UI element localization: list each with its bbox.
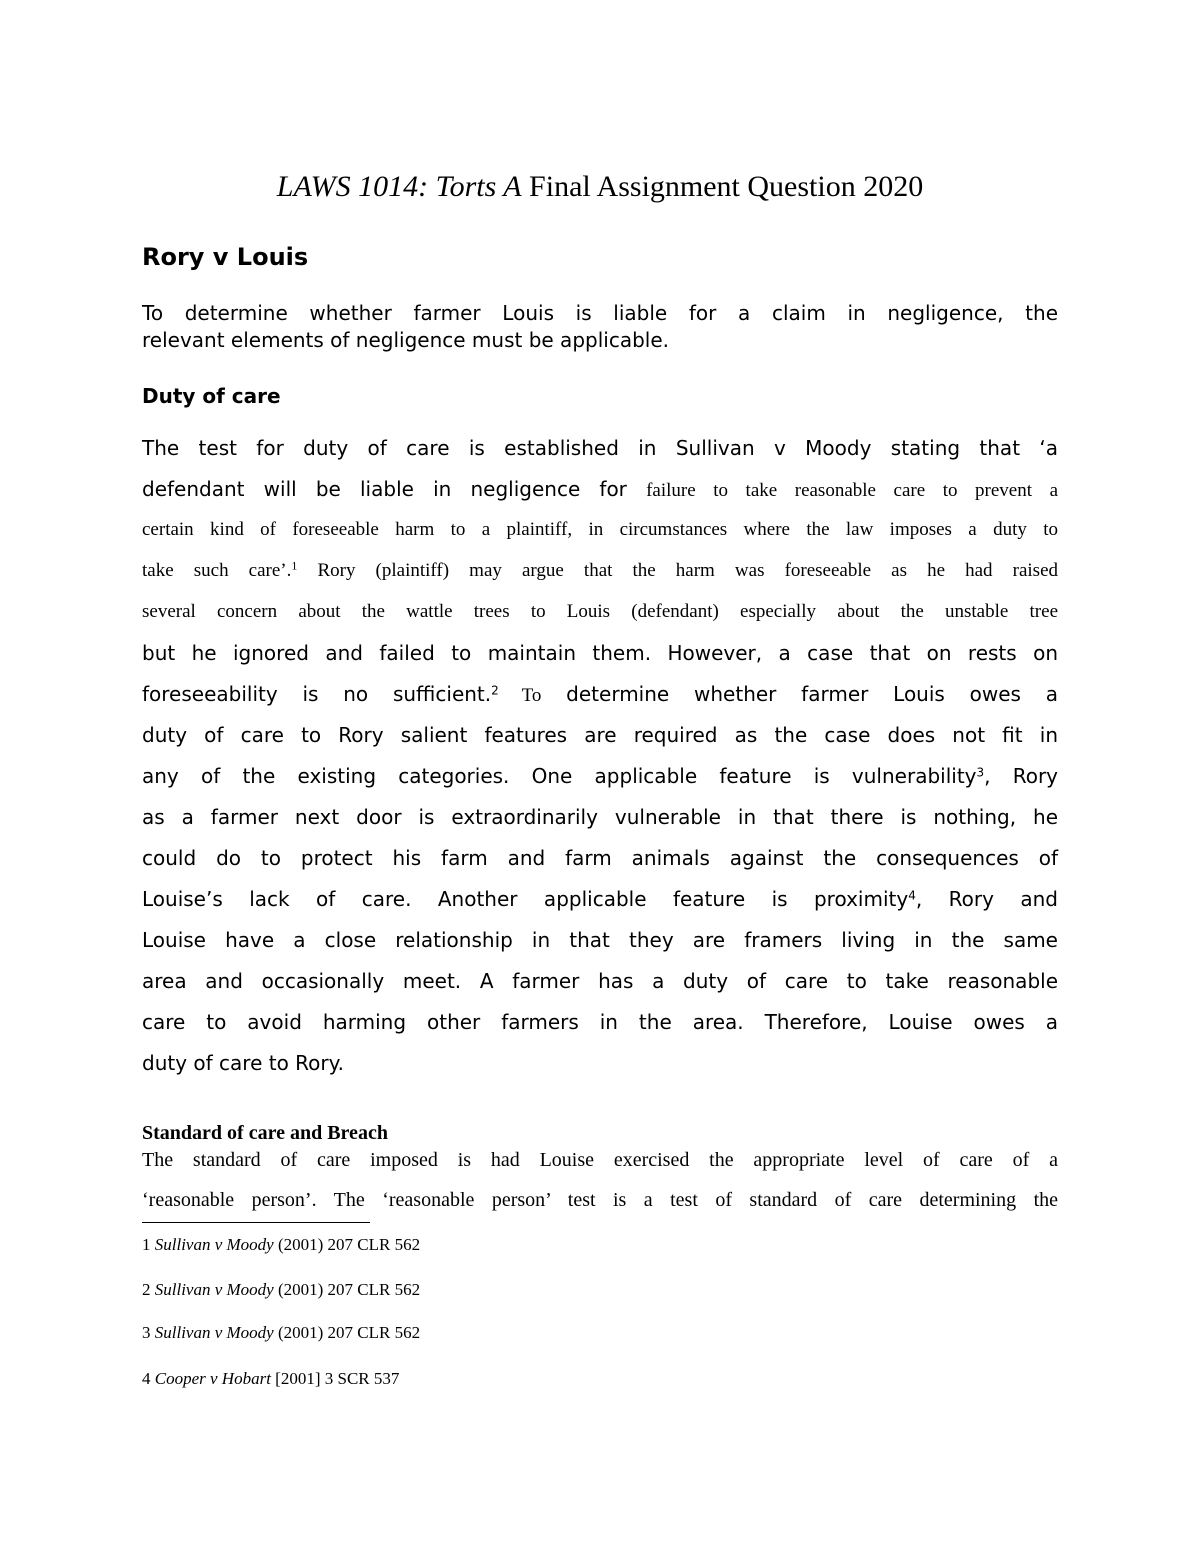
text-run: failure to take reasonable care to prevent a <box>646 480 1058 501</box>
footnote-1 <box>142 1235 420 1255</box>
paragraph-line <box>142 807 1058 828</box>
text-run: duty of care to Rory salient features are required as the case does not fit in <box>142 723 1058 747</box>
footnote-cite: [2001] 3 SCR 537 <box>270 1369 400 1388</box>
text-run: any of the existing categories. One applicable feature is vulnerability <box>142 764 977 788</box>
paragraph-line <box>142 766 1058 787</box>
footnote-number: 3 <box>142 1323 151 1342</box>
text-run: Rory (plaintiff) may argue that the harm was foreseeable as he had raised <box>297 560 1058 581</box>
paragraph-line <box>142 684 1058 705</box>
text-run: but he ignored and failed to maintain them. However, a case that on rests on <box>142 641 1058 665</box>
text-run: take such care’. <box>142 560 292 581</box>
text-run: , Rory and <box>915 887 1058 911</box>
paragraph-line <box>142 1053 1058 1074</box>
text-run: area and occasionally meet. A farmer has a duty of care to take reasonable <box>142 969 1058 993</box>
standard-line: ‘reasonable person’. The ‘reasonable person’ test is a test of standard of care determining the <box>142 1189 1058 1211</box>
paragraph-line <box>142 725 1058 746</box>
text-run: care to avoid harming other farmers in the area. Therefore, Louise owes a <box>142 1010 1058 1034</box>
paragraph-line <box>142 889 1058 910</box>
footnote-case: Sullivan v Moody <box>154 1235 274 1254</box>
case-heading: Rory v Louis <box>142 243 309 271</box>
text-run: several concern about the wattle trees to Louis (defendant) especially about the unstable tree <box>142 601 1058 622</box>
paragraph-line <box>142 520 1058 539</box>
paragraph-line <box>142 558 1058 581</box>
duty-heading: Duty of care <box>142 384 281 408</box>
text-run: Louise have a close relationship in that they are framers living in the same <box>142 928 1058 952</box>
text-run: duty of care to Rory. <box>142 1051 344 1075</box>
footnote-number: 1 <box>142 1235 151 1254</box>
paragraph-line <box>142 971 1058 992</box>
paragraph-line <box>142 643 1058 664</box>
text-run: determine whether farmer Louis owes a <box>541 682 1058 706</box>
footnote-reference: 3 <box>976 765 985 780</box>
footnote-case: Sullivan v Moody <box>154 1280 274 1299</box>
paragraph-line <box>142 479 1058 500</box>
text-run: defendant will be liable in negligence for <box>142 477 647 501</box>
footnote-number: 4 <box>142 1369 151 1388</box>
footnote-2 <box>142 1280 420 1300</box>
standard-heading: Standard of care and Breach <box>142 1122 388 1144</box>
text-run: Louise’s lack of care. Another applicable feature is proximity <box>142 887 909 911</box>
text-run: , Rory <box>984 764 1058 788</box>
text-run: could do to protect his farm and farm animals against the consequences of <box>142 846 1058 870</box>
footnote-cite: (2001) 207 CLR 562 <box>273 1280 421 1299</box>
footnote-case: Cooper v Hobart <box>154 1369 271 1388</box>
footnote-cite: (2001) 207 CLR 562 <box>273 1323 421 1342</box>
course-code: LAWS 1014: Torts A <box>276 170 522 203</box>
footnote-4 <box>142 1369 399 1389</box>
paragraph-line <box>142 930 1058 951</box>
text-run: certain kind of foreseeable harm to a plaintiff, in circumstances where the law imposes a duty to <box>142 519 1058 540</box>
footnote-reference: 2 <box>491 683 499 698</box>
paragraph-line <box>142 1012 1058 1033</box>
intro-line: relevant elements of negligence must be applicable. <box>142 328 669 352</box>
text-run: The test for duty of care is established in Sullivan v Moody stating that ‘a <box>142 436 1058 460</box>
title-rest: Final Assignment Question 2020 <box>521 170 924 203</box>
intro-line: To determine whether farmer Louis is liable for a claim in negligence, the <box>142 301 1058 325</box>
footnote-number: 2 <box>142 1280 151 1299</box>
standard-line: The standard of care imposed is had Louise exercised the appropriate level of care of a <box>142 1149 1058 1171</box>
footnote-reference: 4 <box>908 888 916 903</box>
paragraph-line <box>142 438 1058 459</box>
footnote-case: Sullivan v Moody <box>154 1323 274 1342</box>
footnote-reference: 1 <box>291 558 298 573</box>
paragraph-line <box>142 602 1058 621</box>
text-run: as a farmer next door is extraordinarily vulnerable in that there is nothing, he <box>142 805 1058 829</box>
footnote-cite: (2001) 207 CLR 562 <box>273 1235 421 1254</box>
footnote-separator <box>142 1222 370 1223</box>
footnote-3 <box>142 1323 420 1343</box>
text-run: To <box>498 685 542 706</box>
document-title <box>0 170 1200 204</box>
text-run: foreseeability is no sufficient. <box>142 682 492 706</box>
paragraph-line <box>142 848 1058 869</box>
